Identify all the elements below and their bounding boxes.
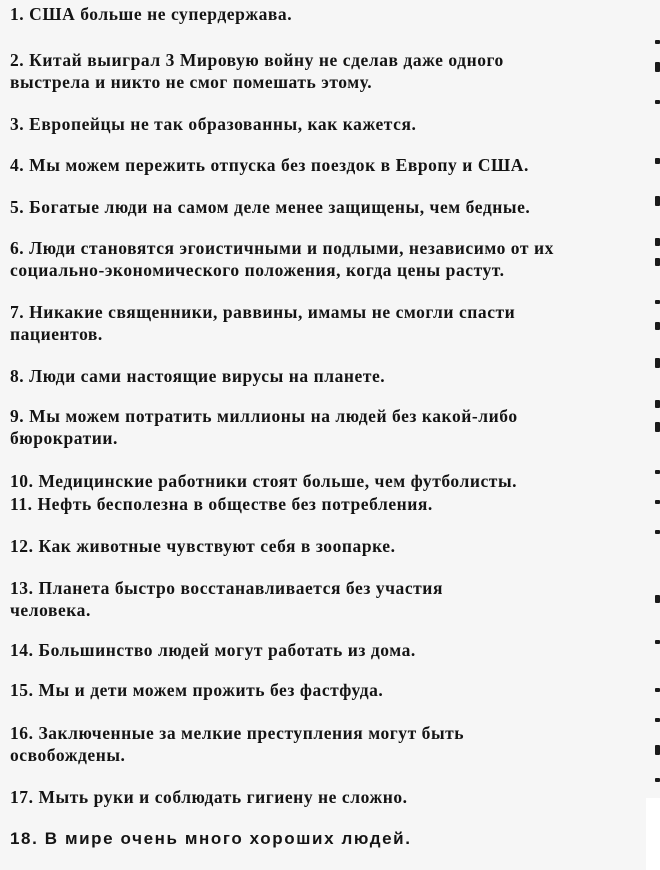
list-item-3: [10, 114, 650, 136]
edge-artifact: [655, 322, 660, 330]
list-item-13: [10, 578, 650, 621]
list-item-text: социально-экономического положения, когда цены растут.: [10, 259, 505, 280]
list-item-text: 9. Мы можем потратить миллионы на людей без какой-либо: [10, 406, 518, 426]
list-item-18: [10, 828, 650, 850]
edge-artifact: [655, 196, 660, 206]
list-item-text: бюрократии.: [10, 427, 118, 448]
edge-artifact: [655, 40, 660, 44]
edge-artifact: [655, 718, 660, 722]
list-item-text: 10. Медицинские работники стоят больше, чем футболисты.: [10, 471, 518, 491]
list-item-text: 6. Люди становятся эгоистичными и подлыми, независимо от их: [10, 238, 554, 258]
edge-artifact: [655, 470, 660, 474]
list-item-9: [10, 406, 650, 449]
list-item-5: [10, 197, 650, 219]
list-item-text: 5. Богатые люди на самом деле менее защищены, чем бедные.: [10, 197, 531, 217]
list-item-17: [10, 787, 650, 809]
list-item-16: [10, 723, 650, 766]
edge-artifact: [655, 158, 660, 164]
list-item-text: человека.: [10, 599, 91, 620]
edge-artifact: [655, 62, 660, 72]
list-item-11: [10, 494, 650, 516]
list-item-15: [10, 680, 650, 702]
list-item-6: [10, 238, 650, 281]
list-item-2: [10, 50, 650, 93]
list-item-text: выстрела и никто не смог помешать этому.: [10, 71, 373, 92]
edge-artifact: [655, 640, 660, 644]
list-item-14: [10, 640, 650, 662]
edge-artifact: [655, 422, 660, 432]
list-item-text: 11. Нефть бесполезна в обществе без потребления.: [10, 494, 433, 514]
list-item-text: 17. Мыть руки и соблюдать гигиену не сложно.: [10, 787, 408, 807]
list-item-text: 1. США больше не супердержава.: [10, 4, 293, 24]
edge-artifact: [655, 100, 660, 104]
edge-artifact: [655, 778, 660, 782]
list-item-text: 13. Планета быстро восстанавливается без участия: [10, 578, 443, 598]
corner-patch: [646, 798, 660, 870]
list-item-10: [10, 471, 650, 493]
edge-artifact: [655, 358, 660, 368]
list-item-text: пациентов.: [10, 323, 103, 344]
list-item-7: [10, 302, 650, 345]
list-item-text: 8. Люди сами настоящие вирусы на планете.: [10, 366, 386, 386]
list-item-text: 14. Большинство людей могут работать из дома.: [10, 640, 416, 660]
list-item-text: 16. Заключенные за мелкие преступления могут быть: [10, 723, 465, 743]
edge-artifact: [655, 238, 660, 246]
edge-artifact: [655, 530, 660, 534]
list-item-text: 7. Никакие священники, раввины, имамы не смогли спасти: [10, 302, 516, 322]
list-item-text: освобождены.: [10, 744, 126, 765]
list-item-text: 18. В мире очень много хороших людей.: [10, 829, 412, 848]
list-item-1: [10, 4, 650, 26]
list-item-text: 4. Мы можем пережить отпуска без поездок в Европу и США.: [10, 155, 529, 175]
list-item-text: 3. Европейцы не так образованны, как кажется.: [10, 114, 417, 134]
list-item-12: [10, 536, 650, 558]
list-item-text: 15. Мы и дети можем прожить без фастфуда.: [10, 680, 384, 700]
edge-artifact: [655, 595, 660, 603]
edge-artifact: [655, 500, 660, 504]
list-item-text: 12. Как животные чувствуют себя в зоопарке.: [10, 536, 396, 556]
edge-artifact: [655, 258, 660, 266]
edge-artifact: [655, 688, 660, 692]
edge-artifact: [655, 300, 660, 304]
list-item-4: [10, 155, 650, 177]
list-item-8: [10, 366, 650, 388]
edge-artifact: [655, 745, 660, 755]
edge-artifact: [655, 400, 660, 408]
list-item-text: 2. Китай выиграл 3 Мировую войну не сделав даже одного: [10, 50, 504, 70]
